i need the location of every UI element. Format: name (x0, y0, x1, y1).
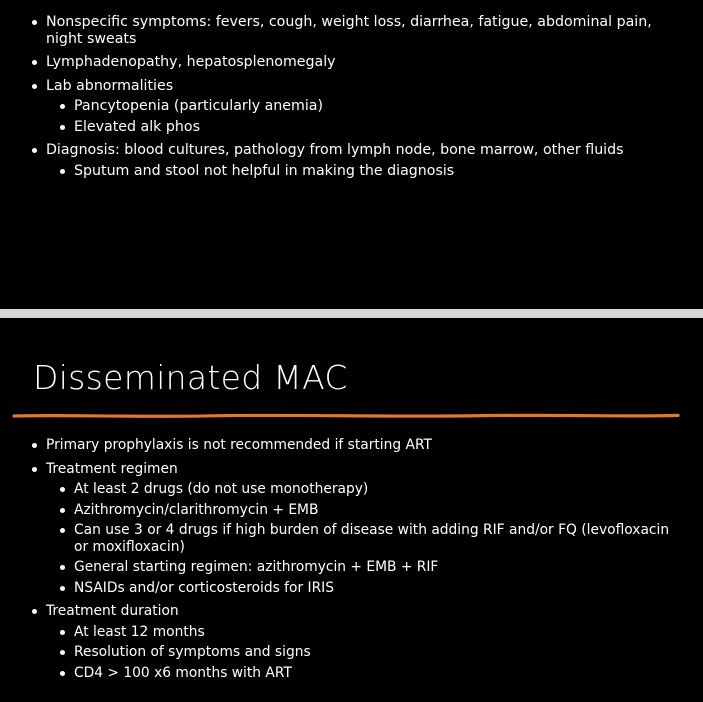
sub-bullet-text: General starting regimen: azithromycin + EMB + RIF (74, 559, 439, 575)
sub-bullet-item (58, 119, 670, 136)
bullet-text: Treatment regimen (46, 460, 178, 477)
slide-previous (0, 0, 703, 309)
bullet-dot (32, 60, 37, 65)
sub-list (46, 624, 670, 682)
sub-bullet-item (58, 665, 670, 682)
sub-bullet-text: Pancytopenia (particularly anemia) (74, 98, 324, 114)
bullet-dot (32, 467, 37, 472)
bullet-dot (32, 148, 37, 153)
bullet-dot (60, 565, 65, 570)
title-accent-underline (12, 412, 680, 420)
sub-bullet-item (58, 481, 670, 498)
bullet-dot (60, 586, 65, 591)
bullet-dot (32, 443, 37, 448)
sub-list (46, 163, 670, 180)
sub-bullet-text: Azithromycin/clarithromycin + EMB (74, 501, 319, 518)
sub-bullet-text: Resolution of symptoms and signs (74, 644, 311, 660)
bullet-dot (60, 528, 65, 533)
sub-bullet-item (58, 502, 670, 519)
bullet-list (30, 14, 670, 186)
bullet-dot (60, 169, 65, 174)
bullet-text: Nonspecific symptoms: fevers, cough, weight loss, diarrhea, fatigue, abdominal pain, night sweats (46, 14, 652, 47)
bullet-item (30, 603, 670, 681)
bullet-text: Treatment duration (46, 603, 179, 619)
sub-bullet-text: Sputum and stool not helpful in making the diagnosis (74, 162, 455, 179)
slide-divider (0, 309, 703, 318)
sub-bullet-text: At least 2 drugs (do not use monotherapy) (74, 481, 369, 497)
bullet-item (30, 461, 670, 597)
bullet-text: Primary prophylaxis is not recommended if starting ART (46, 437, 432, 453)
sub-bullet-text: Can use 3 or 4 drugs if high burden of disease with adding RIF and/or FQ (levofloxacin or moxifloxacin) (74, 522, 670, 555)
bullet-dot (60, 650, 65, 655)
bullet-dot (60, 508, 65, 513)
sub-bullet-text: NSAIDs and/or corticosteroids for IRIS (74, 579, 335, 596)
sub-bullet-item (58, 98, 670, 115)
bullet-item (30, 142, 670, 179)
bullet-item (30, 14, 670, 47)
sub-bullet-item (58, 163, 670, 180)
sub-bullet-text: Elevated alk phos (74, 118, 200, 135)
sub-list (46, 98, 670, 135)
bullet-dot (32, 84, 37, 89)
bullet-dot (32, 20, 37, 25)
bullet-dot (60, 487, 65, 492)
sub-bullet-text: At least 12 months (74, 623, 205, 640)
bullet-item (30, 54, 670, 71)
sub-list (46, 481, 670, 596)
bullet-dot (60, 125, 65, 130)
bullet-list (30, 437, 670, 688)
sub-bullet-text: CD4 > 100 x6 months with ART (74, 664, 292, 681)
bullet-item (30, 78, 670, 136)
slide-disseminated-mac (0, 318, 703, 702)
sub-bullet-item (58, 644, 670, 661)
sub-bullet-item (58, 522, 670, 555)
sub-bullet-item (58, 580, 670, 597)
sub-bullet-item (58, 559, 670, 576)
bullet-text: Lymphadenopathy, hepatosplenomegaly (46, 54, 336, 70)
bullet-item (30, 437, 670, 454)
bullet-dot (60, 671, 65, 676)
bullet-dot (60, 630, 65, 635)
bullet-dot (32, 609, 37, 614)
slide-title: Disseminated MAC (33, 358, 348, 397)
bullet-dot (60, 104, 65, 109)
bullet-text: Diagnosis: blood cultures, pathology from lymph node, bone marrow, other fluids (46, 142, 624, 158)
bullet-text: Lab abnormalities (46, 77, 174, 94)
sub-bullet-item (58, 624, 670, 641)
